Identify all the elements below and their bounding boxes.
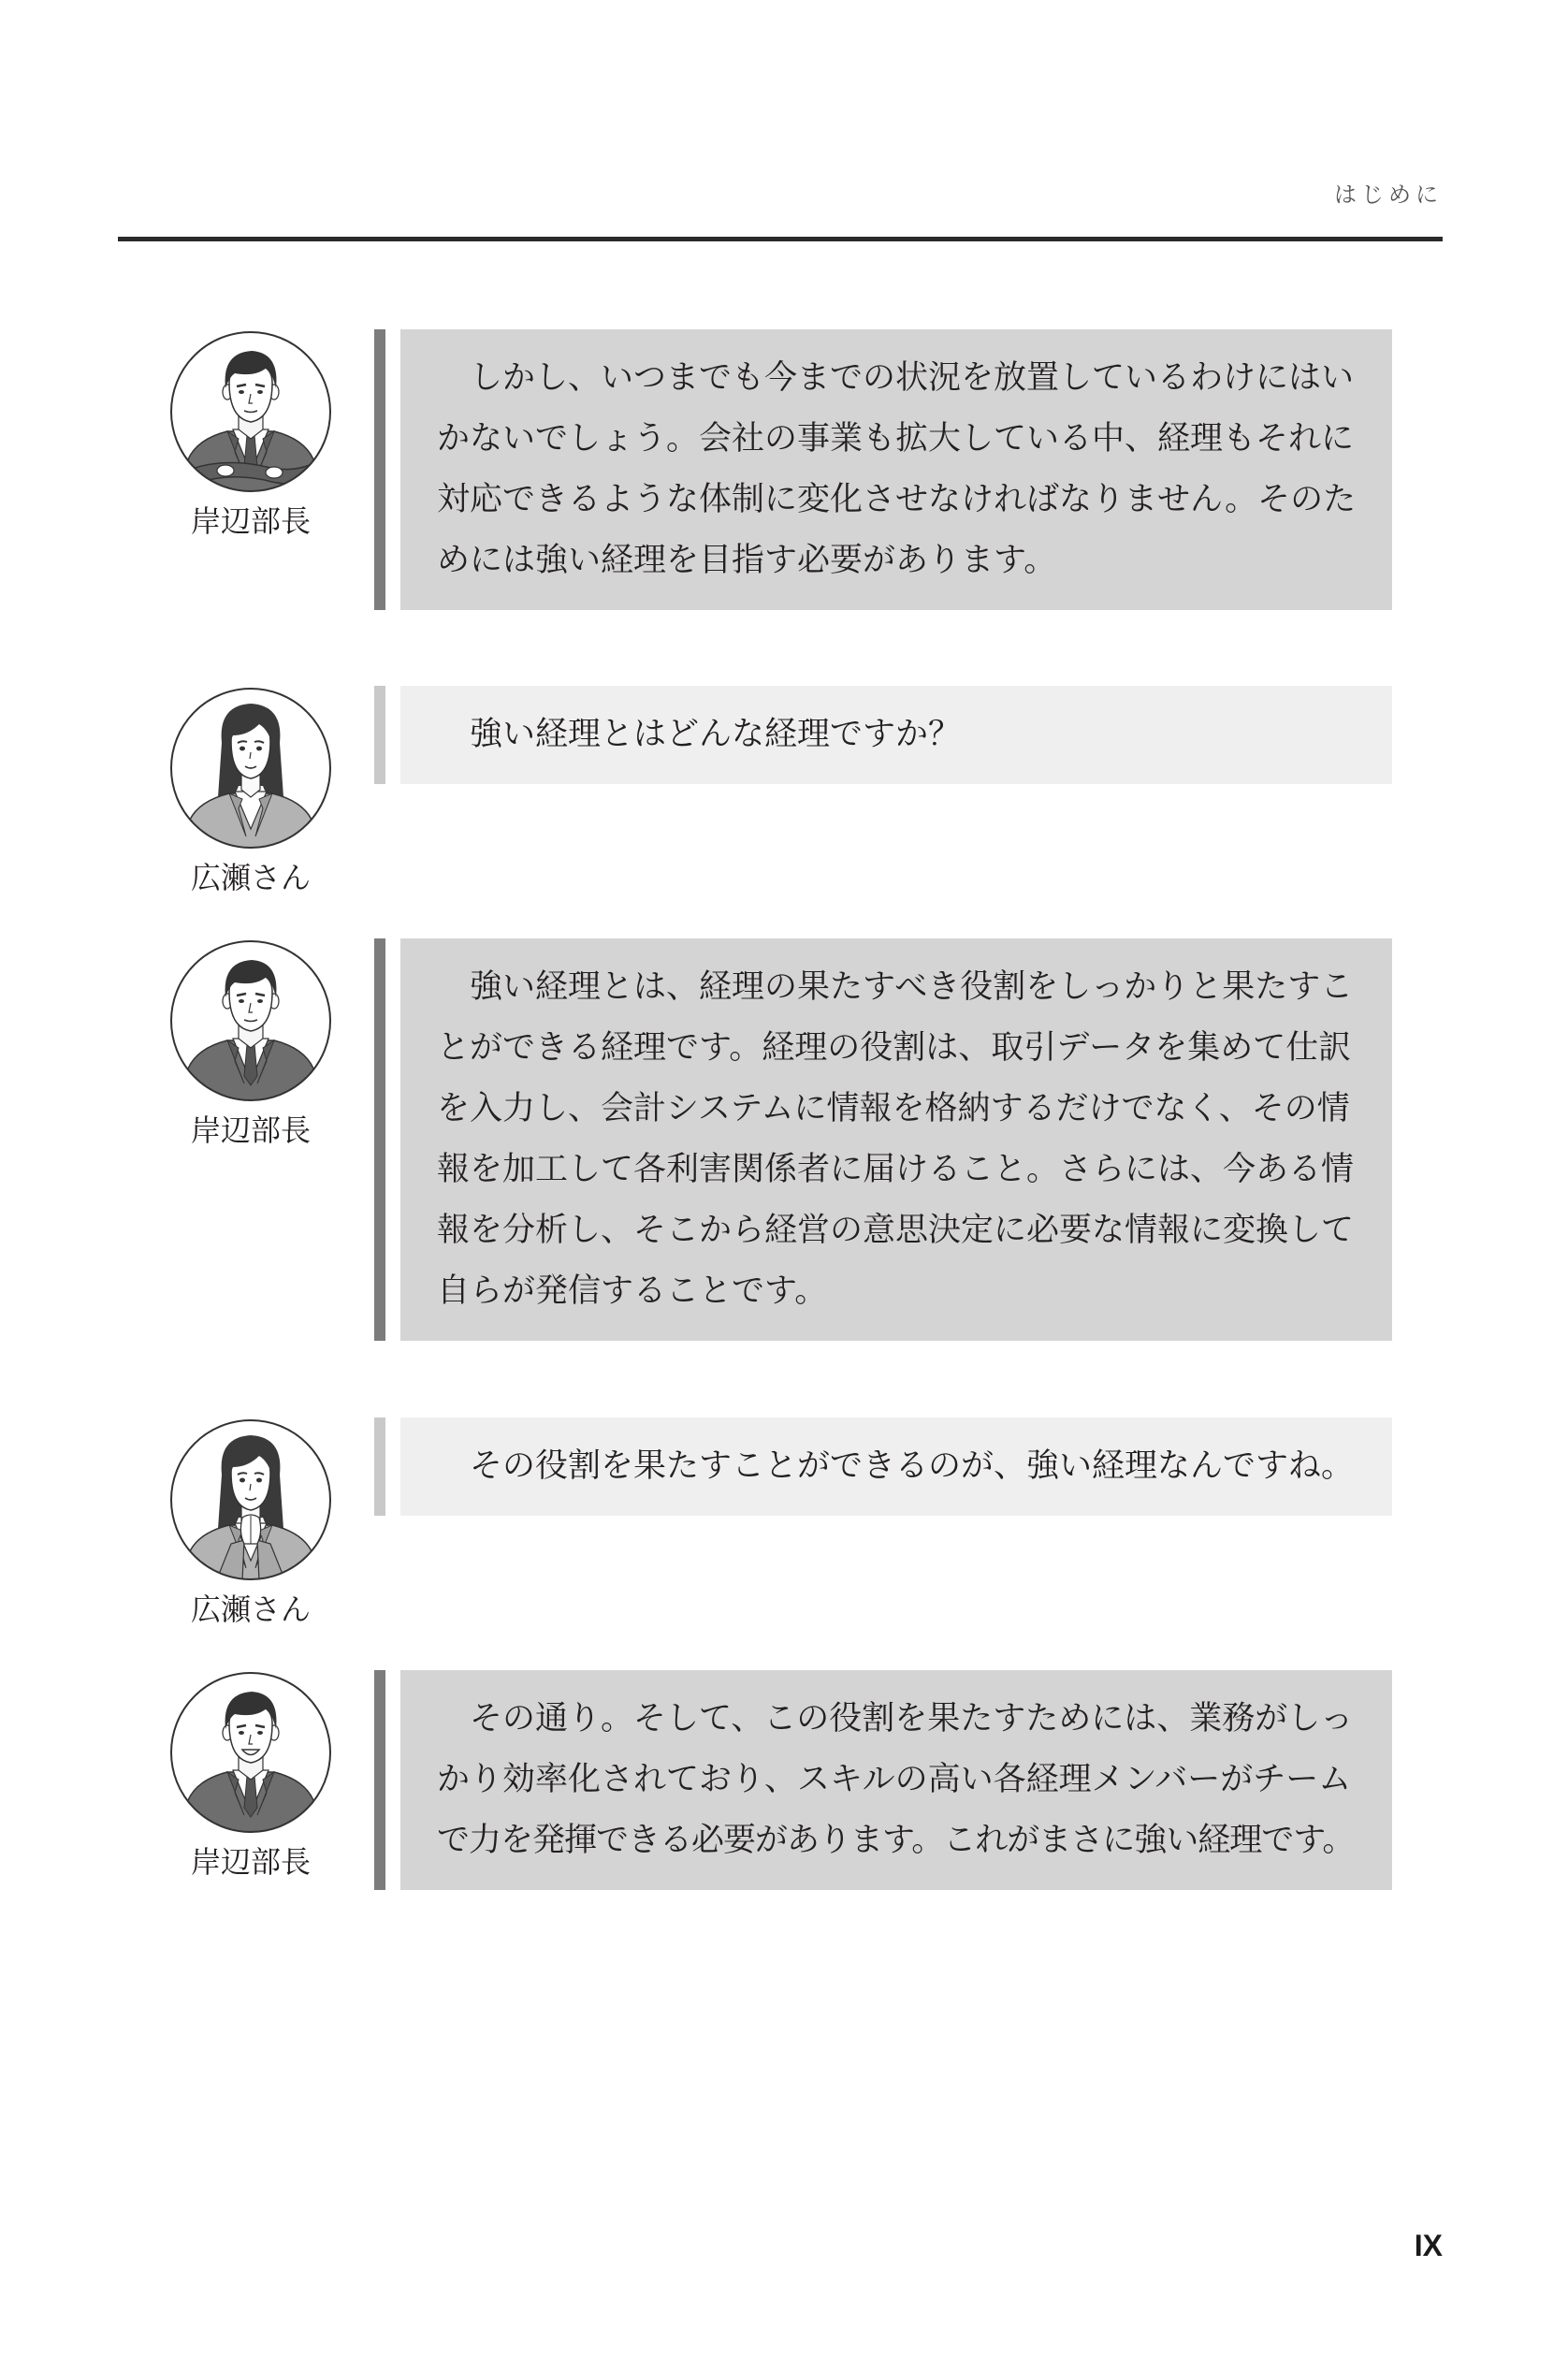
speech-bubble-body xyxy=(400,938,1392,1341)
dialogue-line: を入力し、会計システムに情報を格納するだけでなく、その情 xyxy=(437,1090,1350,1127)
speech-bubble xyxy=(374,686,1392,784)
dialogue-line: その通り。そして、この役割を果たすためには、業務がしっ xyxy=(470,1700,1354,1737)
speech-bubble-body xyxy=(400,329,1392,610)
header-rule xyxy=(118,237,1443,241)
speaker-avatar xyxy=(169,939,332,1102)
speaker-avatar xyxy=(169,687,332,850)
dialogue-line: とができる経理です。経理の役割は、取引データを集めて仕訳 xyxy=(437,1029,1352,1067)
speech-bubble xyxy=(374,1417,1392,1516)
smiling-businessman-portrait-icon xyxy=(169,1671,332,1834)
businessman-arms-crossed-portrait-icon xyxy=(169,330,332,493)
speech-bubble-accent-bar xyxy=(374,938,385,1341)
speech-bubble xyxy=(374,329,1392,610)
speaker-name: 岸辺部長 xyxy=(190,503,311,539)
speaker-avatar xyxy=(169,330,332,493)
page-number: IX xyxy=(1414,2229,1443,2262)
running-head: はじめに xyxy=(1334,182,1443,208)
speaker-name: 岸辺部長 xyxy=(190,1844,311,1880)
dialogue-line: 報を加工して各利害関係者に届けること。さらには、今ある情 xyxy=(437,1151,1355,1188)
speaker-avatar xyxy=(169,1671,332,1834)
speech-bubble-accent-bar xyxy=(374,1417,385,1516)
dialogue-line: しかし、いつまでも今までの状況を放置しているわけにはい xyxy=(470,359,1355,397)
dialogue-line: かないでしょう。会社の事業も拡大している中、経理もそれに xyxy=(437,420,1355,458)
dialogue-line: 自らが発信することです。 xyxy=(437,1272,828,1310)
speaker-name: 広瀬さん xyxy=(190,1592,311,1627)
dialogue-line: 対応できるような体制に変化させなければなりません。そのた xyxy=(437,481,1357,518)
businesswoman-portrait-icon xyxy=(169,687,332,850)
speaker-name: 岸辺部長 xyxy=(190,1112,311,1148)
dialogue-line: 報を分析し、そこから経営の意思決定に必要な情報に変換して xyxy=(437,1212,1355,1249)
speech-bubble xyxy=(374,938,1392,1341)
speech-bubble xyxy=(374,1670,1392,1890)
dialogue-line: かり効率化されており、スキルの高い各経理メンバーがチーム xyxy=(437,1761,1352,1798)
dialogue-line: で力を発揮できる必要があります。これがまさに強い経理です。 xyxy=(437,1822,1355,1859)
speech-bubble-accent-bar xyxy=(374,329,385,610)
speaker-name: 広瀬さん xyxy=(190,860,311,895)
speech-bubble-body xyxy=(400,1670,1392,1890)
speaker-avatar xyxy=(169,1418,332,1581)
dialogue-line: 強い経理とは、経理の果たすべき役割をしっかりと果たすこ xyxy=(470,968,1354,1006)
speech-bubble-accent-bar xyxy=(374,1670,385,1890)
businesswoman-hands-clasped-portrait-icon xyxy=(169,1418,332,1581)
businessman-portrait-icon xyxy=(169,939,332,1102)
dialogue-line: 強い経理とはどんな経理ですか？ xyxy=(470,716,962,753)
dialogue-line: めには強い経理を目指す必要があります。 xyxy=(437,542,1057,579)
speech-bubble-accent-bar xyxy=(374,686,385,784)
dialogue-line: その役割を果たすことができるのが、強い経理なんですね。 xyxy=(470,1447,1355,1485)
speech-bubble-body xyxy=(400,686,1392,784)
speech-bubble-body xyxy=(400,1417,1392,1516)
